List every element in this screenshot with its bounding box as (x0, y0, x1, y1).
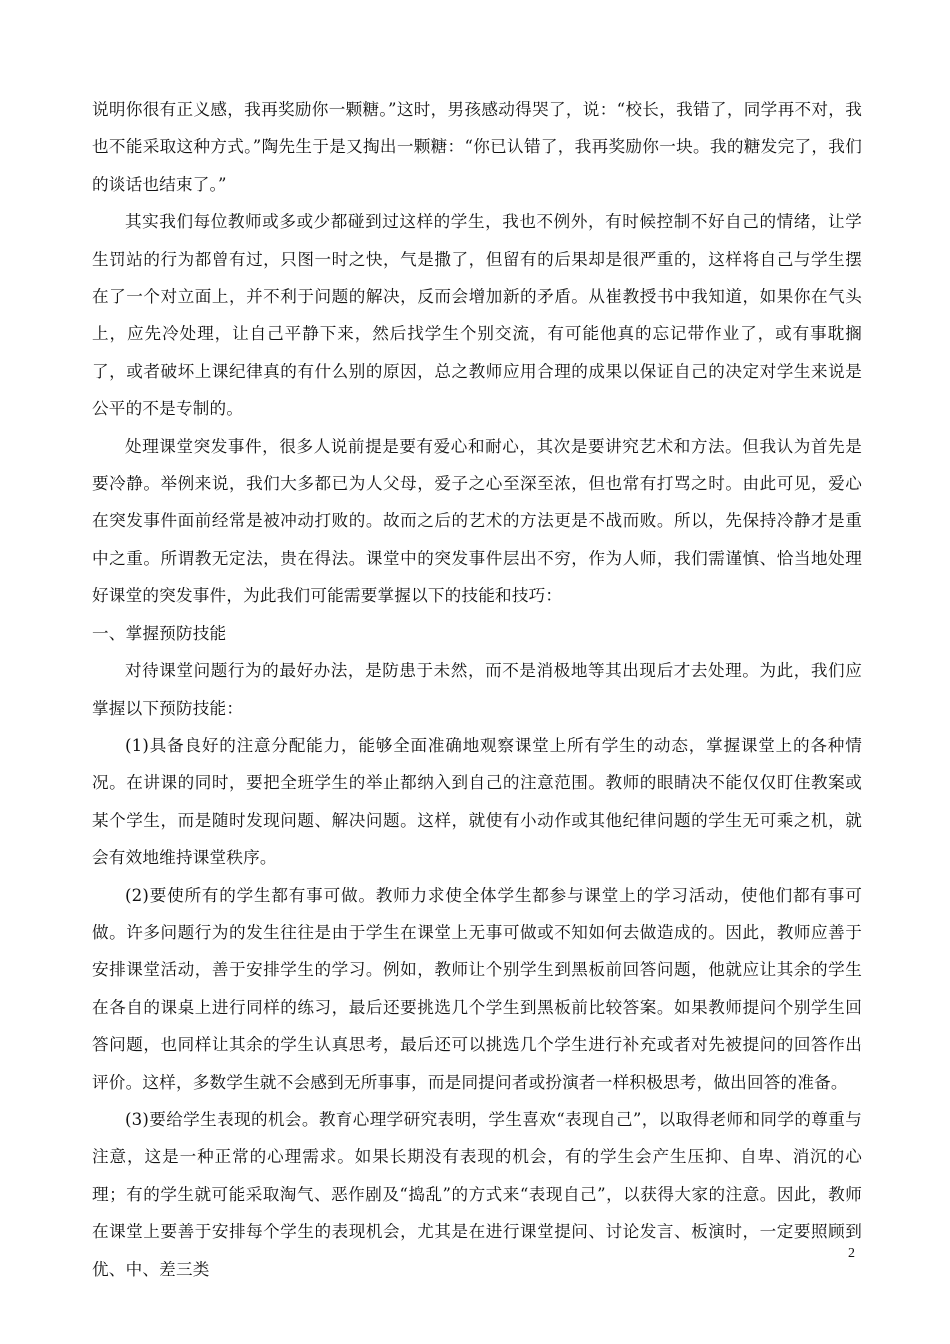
section-heading: 一、掌握预防技能 (92, 623, 227, 643)
paragraph: 对待课堂问题行为的最好办法，是防患于未然，而不是消极地等其出现后才去处理。为此，我们应掌握以下预防技能： (92, 661, 862, 718)
paragraph: 其实我们每位教师或多或少都碰到过这样的学生，我也不例外，有时候控制不好自己的情绪，让学生罚站的行为都曾有过，只图一时之快，气是撒了，但留有的后果却是很严重的，这样将自己与学生摆在了一个对立面上，并不利于问题的解决，反而会增加新的矛盾。从崔教授书中我知道，如果你在气头上，应先冷处理，让自己平静下来，然后找学生个别交流，有可能他真的忘记带作业了，或有事耽搁了，或者破坏上课纪律真的有什么别的原因，总之教师应用合理的成果以保证自己的决定对学生来说是公平的不是专制的。 (92, 212, 862, 419)
list-item: (3)要给学生表现的机会。教育心理学研究表明，学生喜欢“表现自己”，以取得老师和同学的尊重与注意，这是一种正常的心理需求。如果长期没有表现的机会，有的学生会产生压抑、自卑、消沉的心理；有的学生就可能采取淘气、恶作剧及“捣乱”的方式来“表现自己”，以获得大家的注意。因此，教师在课堂上要善于安排每个学生的表现机会，尤其是在进行课堂提问、讨论发言、板演时，一定要照顾到优、中、差三类 (92, 1109, 862, 1279)
page-number: 2 (848, 1246, 855, 1261)
paragraph: 处理课堂突发事件，很多人说前提是要有爱心和耐心，其次是要讲究艺术和方法。但我认为首先是要冷静。举例来说，我们大多都已为人父母，爱子之心至深至浓，但也常有打骂之时。由此可见，爱心在突发事件面前经常是被冲动打败的。故而之后的艺术的方法更是不战而败。所以，先保持冷静才是重中之重。所谓教无定法，贵在得法。课堂中的突发事件层出不穷，作为人师，我们需谨慎、恰当地处理好课堂的突发事件，为此我们可能需要掌握以下的技能和技巧： (92, 436, 862, 606)
document-body (92, 91, 862, 1288)
list-item: (1)具备良好的注意分配能力，能够全面准确地观察课堂上所有学生的动态，掌握课堂上的各种情况。在讲课的同时，要把全班学生的举止都纳入到自己的注意范围。教师的眼睛决不能仅仅盯住教案或某个学生，而是随时发现问题、解决问题。这样，就使有小动作或其他纪律问题的学生无可乘之机，就会有效地维持课堂秩序。 (92, 735, 862, 868)
paragraph: 说明你很有正义感，我再奖励你一颗糖。”这时，男孩感动得哭了，说：“校长，我错了，同学再不对，我也不能采取这种方式。”陶先生于是又掏出一颗糖：“你已认错了，我再奖励你一块。我的糖发完了，我们的谈话也结束了。” (92, 100, 862, 194)
list-item: (2)要使所有的学生都有事可做。教师力求使全体学生都参与课堂上的学习活动，使他们都有事可做。许多问题行为的发生往往是由于学生在课堂上无事可做或不知如何去做造成的。因此，教师应善于安排课堂活动，善于安排学生的学习。例如，教师让个别学生到黑板前回答问题，他就应让其余的学生在各自的课桌上进行同样的练习，最后还要挑选几个学生到黑板前比较答案。如果教师提问个别学生回答问题，也同样让其余的学生认真思考，最后还可以挑选几个学生进行补充或者对先被提问的回答作出评价。这样，多数学生就不会感到无所事事，而是同提问者或扮演者一样积极思考，做出回答的准备。 (92, 885, 862, 1092)
